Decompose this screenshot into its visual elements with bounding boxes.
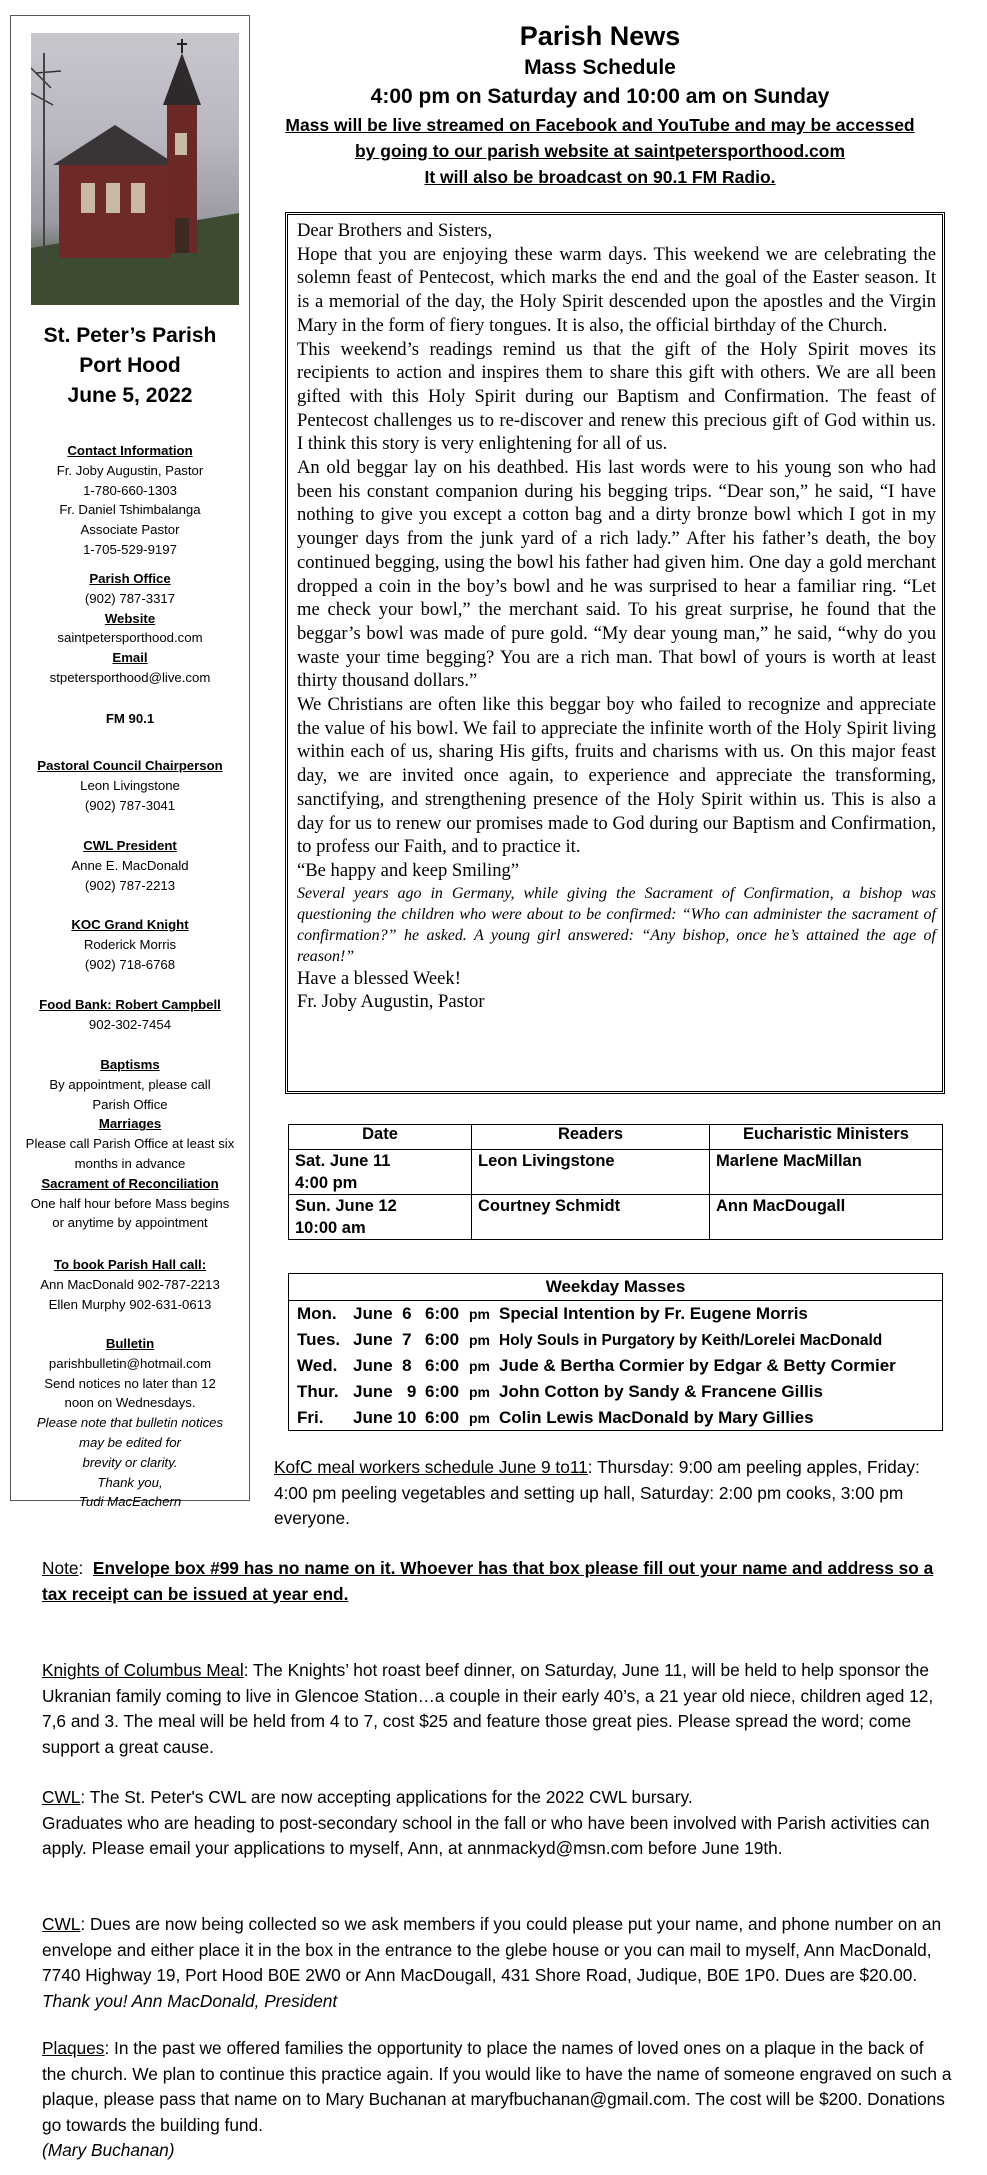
column-header-date: Date [289,1125,472,1150]
cwl-bursary-details: Graduates who are heading to post-secondary school in the fall or who have been involved with Parish activities can apply. Please email your applications to myself, Ann, at annmackyd@msn.com before June 19th. [42,1812,930,1858]
koc-name: Roderick Morris [83,936,177,952]
email-heading: Email [112,650,148,666]
plaques-notice [42,2036,952,2164]
mass-header [260,18,940,190]
bulletin-note-2: may be edited for [79,1434,181,1450]
bulletin-section [11,1334,249,1512]
council-section [11,756,249,815]
kofc-text: : Thursday: 9:00 am peeling apples, Friday: 4:00 pm peeling vegetables and setting up hall, Saturday: 2:00 pm cooks, 3:00 pm everyone. [274,1457,920,1528]
mass-intention: John Cotton by Sandy & Francene Gillis [499,1382,823,1401]
mass-times: 4:00 pm on Saturday and 10:00 am on Sunday [370,85,830,108]
cwl-bursary-notice [42,1785,952,1862]
reconciliation-line-2: or anytime by appointment [52,1215,208,1231]
hall-contact-2: Ellen Murphy 902-631-0613 [48,1296,212,1312]
knights-meal-notice [42,1658,952,1760]
ministers-schedule-table [288,1124,943,1240]
cwl-phone: (902) 787-2213 [84,877,176,893]
list-item [289,1405,942,1431]
mass-date: June 10 [353,1408,417,1427]
radio-section [11,709,249,729]
hall-contact-1: Ann MacDonald 902-787-2213 [40,1276,220,1292]
page-title: Parish News [519,21,681,51]
hall-section [11,1255,249,1314]
note-text: Envelope box #99 has no name on it. Whoever has that box please fill out your name and address so a tax receipt can be issued at year end. [42,1558,934,1604]
date-cell [289,1150,472,1195]
date-time: 4:00 pm [295,1174,358,1192]
stream-line-1: Mass will be live streamed on Facebook and YouTube and may be accessed [285,115,915,135]
baptisms-line-2: Parish Office [92,1096,168,1112]
bulletin-email[interactable]: parishbulletin@hotmail.com [48,1355,212,1371]
kofc-heading: KofC meal workers schedule June 9 to11 [274,1457,588,1477]
kofc-workers-notice [274,1455,944,1532]
letter-paragraph-1: Hope that you are enjoying these warm days. This weekend we are celebrating the solemn feast of Pentecost, which marks the end and the goal of the Easter season. It is a memorial of the day, the Holy Spirit descended upon the apostles and the Virgin Mary in the form of fiery tongues. It is also, the official birthday of the Church. [297,243,936,336]
table-row [289,1195,943,1240]
bulletin-note-1: Please note that bulletin notices [36,1415,224,1431]
website-link[interactable]: saintpetersporthood.com [57,630,203,646]
koc-heading: KOC Grand Knight [71,917,189,932]
council-name: Leon Livingstone [80,777,180,793]
mass-time: 6:00 [425,1382,460,1401]
minister-cell: Ann MacDougall [710,1195,943,1240]
food-bank-heading: Food Bank: Robert Campbell [39,997,221,1012]
mass-day: Mon. [297,1304,337,1323]
note-label: Note [42,1558,79,1578]
cwl-bursary-text: : The St. Peter's CWL are now accepting applications for the 2022 CWL bursary. [80,1787,693,1807]
mass-pm: pm [469,1358,490,1374]
mass-pm: pm [469,1384,490,1400]
koc-phone: (902) 718-6768 [84,956,176,972]
list-item [289,1327,942,1353]
cwl-dues-text: : Dues are now being collected so we ask members if you could please put your name, and phone number on an envelope and either place it in the box in the entrance to the glebe house or you can mail to myself, Ann MacDonald, 7740 Highway 19, Port Hood B0E 2W0 or Ann MacDougall, 431 Shore Road, Judique, B0E 1P0. Dues are $20.00. [42,1914,942,1985]
mass-day: Wed. [297,1356,338,1375]
mass-intention: Colin Lewis MacDonald by Mary Gillies [499,1408,814,1427]
knights-heading: Knights of Columbus Meal [42,1660,244,1680]
letter-closing: Have a blessed Week! [297,967,461,989]
date-day: Sun. June 12 [295,1197,397,1215]
list-item [289,1353,942,1379]
bulletin-note-5: Tudi MacEachern [78,1494,182,1510]
column-header-ministers: Eucharistic Ministers [710,1125,943,1150]
plaques-text: : In the past we offered families the opportunity to place the names of loved ones on a plaque in the back of the church. We plan to continue this practice again. If you would like to have the name of someone engraved on such a plaque, please pass that name on to Mary Buchanan at maryfbuchanan@gmail.com. The cost will be $200. Donations go towards the building fund. [42,2038,952,2135]
knights-text: : The Knights’ hot roast beef dinner, on Saturday, June 11, will be held to help sponsor the Ukranian family coming to live in Glencoe Station…a couple in their early 40’s, a 21 year old niece, children aged 12, 7,6 and 3. The meal will be held from 4 to 7, cost $25 and feature those great pies. Please spread the word; come support a great cause. [42,1660,934,1757]
mass-intention: Special Intention by Fr. Eugene Morris [499,1304,808,1323]
bulletin-date: June 5, 2022 [67,384,193,407]
column-header-readers: Readers [472,1125,710,1150]
bulletin-note-3: brevity or clarity. [82,1454,178,1470]
mass-time: 6:00 [425,1356,460,1375]
mass-schedule-heading: Mass Schedule [524,56,676,79]
list-item [289,1379,942,1405]
letter-greeting: Dear Brothers and Sisters, [297,220,493,241]
mass-date: June 7 [353,1330,412,1349]
marriages-line-1: Please call Parish Office at least six [25,1136,235,1152]
office-section [11,569,249,688]
council-heading: Pastoral Council Chairperson [37,758,223,773]
cwl-section [11,836,249,895]
mass-date: June 9 [353,1382,417,1401]
reader-cell: Courtney Schmidt [472,1195,710,1240]
bulletin-heading: Bulletin [105,1336,155,1351]
bulletin-line-2: noon on Wednesdays. [64,1395,196,1411]
church-photo [31,33,239,305]
contact-heading: Contact Information [67,443,193,458]
pastor-letter [285,212,945,1094]
letter-smile: “Be happy and keep Smiling” [297,859,520,881]
weekday-masses-title: Weekday Masses [289,1274,942,1301]
reconciliation-heading: Sacrament of Reconciliation [41,1175,219,1191]
website-heading: Website [104,610,156,626]
pastor-name: Fr. Joby Augustin, Pastor [56,462,204,478]
bulletin-note-4: Thank you, [97,1474,163,1490]
reconciliation-line-1: One half hour before Mass begins [30,1195,230,1211]
letter-paragraph-2: This weekend’s readings remind us that the gift of the Holy Spirit moves its recipients to action and inspires them to share this gift with others. We are all been gifted with this Holy Spirit during our Baptism and Confirmation. The feast of Pentecost challenges us to re-discover and renew this precious gift of God within us. I think this story is very enlightening for all of us. [297,338,936,455]
mass-date: June 8 [353,1356,412,1375]
mass-time: 6:00 [425,1304,460,1323]
marriages-line-2: months in advance [74,1155,186,1171]
date-day: Sat. June 11 [295,1152,391,1170]
mass-day: Fri. [297,1408,324,1427]
letter-signature: Fr. Joby Augustin, Pastor [297,991,485,1013]
mass-pm: pm [469,1410,490,1426]
list-item [289,1301,942,1327]
sidebar [10,15,250,1510]
associate-name: Fr. Daniel Tshimbalanga [59,502,201,518]
radio-frequency: FM 90.1 [105,711,155,726]
date-cell [289,1195,472,1240]
baptisms-line-1: By appointment, please call [49,1076,211,1092]
stream-line-2: by going to our parish website at saintpetersporthood.com [354,141,846,161]
mass-time: 6:00 [425,1408,460,1427]
table-header-row [289,1125,943,1150]
mass-time: 6:00 [425,1330,460,1349]
cwl-name: Anne E. MacDonald [71,857,189,873]
stream-line-3: It will also be broadcast on 90.1 FM Radio. [424,167,776,187]
mass-date: June 6 [353,1304,412,1323]
mass-day: Tues. [297,1330,341,1349]
associate-title: Associate Pastor [80,522,180,538]
parish-location: Port Hood [79,354,181,377]
cwl-heading: CWL President [83,838,177,853]
mass-intention: Holy Souls in Purgatory by Keith/Lorelei MacDonald [499,1332,883,1349]
office-phone: (902) 787-3317 [84,590,176,606]
council-phone: (902) 787-3041 [84,797,176,813]
parish-name: St. Peter’s Parish [43,324,217,347]
office-heading: Parish Office [89,571,171,586]
food-bank-section [11,995,249,1035]
baptisms-heading: Baptisms [100,1057,160,1072]
contact-section [11,441,249,560]
letter-joke: Several years ago in Germany, while giving the Sacrament of Confirmation, a bishop was questioning the children who were about to be confirmed: “Who can administer the sacrament of confirmation?” he asked. A young girl answered: “Any bishop, once he’s attained the age of reason!” [297,884,936,965]
cwl-bursary-heading: CWL [42,1787,81,1807]
associate-phone: 1-705-529-9197 [83,541,177,557]
mass-day: Thur. [297,1382,339,1401]
date-time: 10:00 am [295,1219,366,1237]
letter-paragraph-3: An old beggar lay on his deathbed. His last words were to his young son who had been his constant companion during his begging trips. “Dear son,” he said, “I have nothing to give you except a cotton bag and a dirty bronze bowl which I got in my younger days from the junk yard of a rich lady.” After his father’s death, the boy continued begging, using the bowl his father had given him. One day a gold merchant dropped a coin in the boy’s bowl and he was surprised to hear a familiar ring. “Let me check your bowl,” the merchant said. To his great surprise, he found that the beggar’s bowl was made of pure gold. “My dear young man,” he said, “why do you waste your time begging? You are a rich man. That bowl of yours is worth at least thirty thousand dollars.” [297,457,936,692]
hall-heading: To book Parish Hall call: [53,1257,207,1272]
table-row [289,1150,943,1195]
cwl-dues-thanks: Thank you! Ann MacDonald, President [42,1990,338,2011]
food-bank-phone: 902-302-7454 [88,1016,172,1032]
envelope-note: Note: Envelope box #99 has no name on it. Whoever has that box please fill out your name and address so a tax receipt can be issued at year end. [42,1558,934,1604]
mass-pm: pm [469,1306,490,1322]
email-link[interactable]: stpetersporthood@live.com [49,669,211,685]
minister-cell: Marlene MacMillan [710,1150,943,1195]
pastor-phone: 1-780-660-1303 [83,482,177,498]
cwl-dues-notice [42,1912,952,2014]
reader-cell: Leon Livingstone [472,1150,710,1195]
sacraments-section [11,1055,249,1233]
cwl-dues-heading: CWL [42,1914,81,1934]
mass-intention: Jude & Bertha Cormier by Edgar & Betty Cormier [499,1356,896,1375]
marriages-heading: Marriages [98,1116,162,1132]
koc-section [11,915,249,974]
bulletin-line-1: Send notices no later than 12 [44,1375,216,1391]
letter-paragraph-4: We Christians are often like this beggar boy who failed to recognize and appreciate the value of his bowl. We fail to appreciate the infinite worth of the Holy Spirit living within each of us, sharing His gifts, fruits and charisms with us. On this major feast day, we are invited once again, to experience and appreciate the transforming, sanctifying, and strengthening presence of the Holy Spirit within us. This is also a day for us to renew our promises made to God during our Baptism and Confirmation, to profess our Faith, and to practice it. [297,694,936,858]
plaques-heading: Plaques [42,2038,105,2058]
mass-pm: pm [469,1332,490,1348]
plaques-signoff: (Mary Buchanan) [42,2140,175,2160]
weekday-masses-box [288,1273,943,1431]
